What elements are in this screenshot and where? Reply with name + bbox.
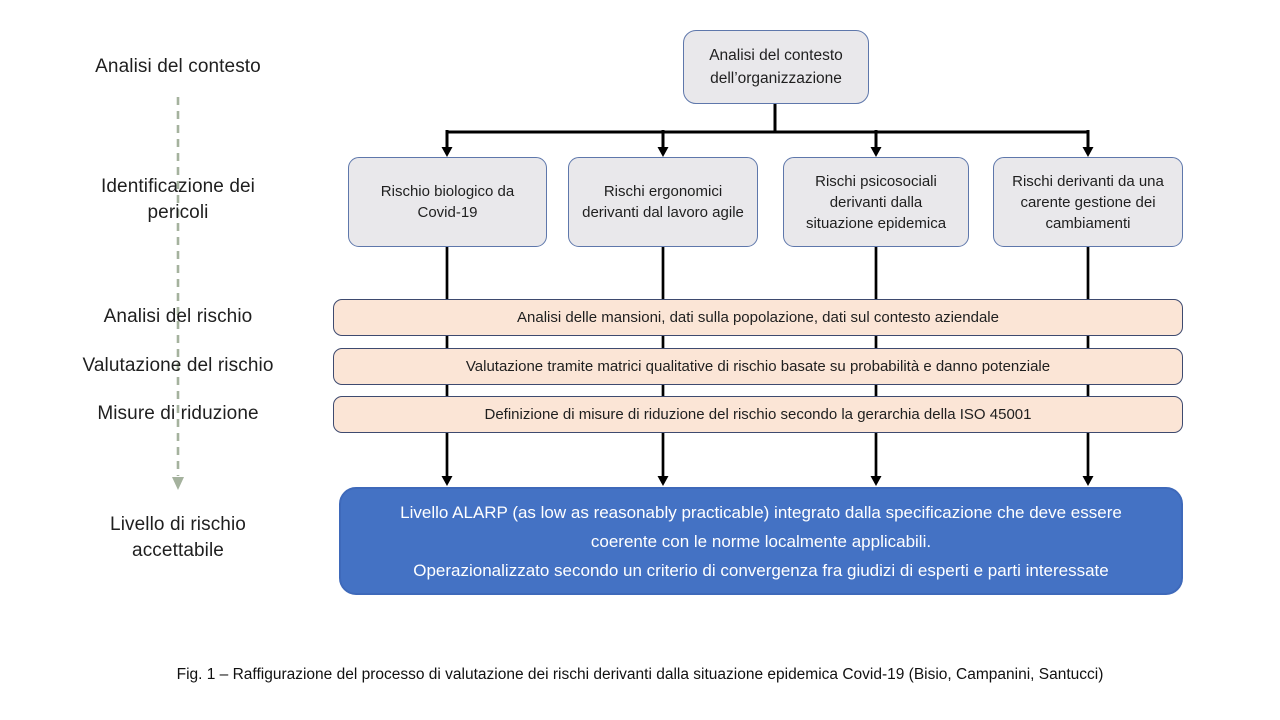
root-box-analisi-contesto-organizzazione: Analisi del contesto dell’organizzazione (683, 30, 869, 104)
hazard-to-bar-lines (447, 246, 1088, 300)
stage-label-identificazione-pericoli: Identificazione dei pericoli (100, 176, 255, 223)
figure-caption: Fig. 1 – Raffigurazione del processo di valutazione dei rischi derivanti dalla situazione epidemica Covid-19 (Bisio, Campanini, Santucci) (176, 666, 1104, 683)
process-bar-definizione-misure: Definizione di misure di riduzione del rischio secondo la gerarchia della ISO 45001 (333, 396, 1183, 433)
process-bar-analisi-mansioni: Analisi delle mansioni, dati sulla popolazione, dati sul contesto aziendale (333, 299, 1183, 336)
hazard-box-rischi-gestione-cambiamenti: Rischi derivanti da una carente gestione dei cambiamenti (993, 157, 1183, 247)
stage-label-analisi-rischio: Analisi del rischio (103, 306, 253, 327)
bar-to-result-arrows (442, 432, 1094, 486)
stage-label-valutazione-rischio: Valutazione del rischio (82, 355, 274, 376)
stage-label-analisi-contesto: Analisi del contesto (95, 56, 261, 77)
hazard-box-rischi-ergonomici: Rischi ergonomici derivanti dal lavoro agile (568, 157, 758, 247)
hazard-box-rischi-psicosociali: Rischi psicosociali derivanti dalla situazione epidemica (783, 157, 969, 247)
result-box-line-2: coerente con le norme localmente applicabili. (590, 531, 932, 551)
result-box-line-3: Operazionalizzato secondo un criterio di convergenza fra giudizi di esperti e parti interessate (413, 560, 1109, 580)
stage-label-livello-rischio-accettabile: Livello di rischio accettabile (110, 514, 246, 561)
dashed-stage-arrow (172, 97, 184, 490)
result-box-line-1: Livello ALARP (as low as reasonably practicable) integrato dalla specificazione che deve essere (400, 502, 1122, 522)
tree-connector (442, 103, 1094, 157)
hazard-box-rischio-biologico: Rischio biologico da Covid-19 (348, 157, 547, 247)
process-bar-valutazione-matrici: Valutazione tramite matrici qualitative di rischio basate su probabilità e danno potenziale (333, 348, 1183, 385)
stage-label-misure-riduzione: Misure di riduzione (97, 403, 259, 424)
result-box-livello-alarp (339, 487, 1183, 595)
